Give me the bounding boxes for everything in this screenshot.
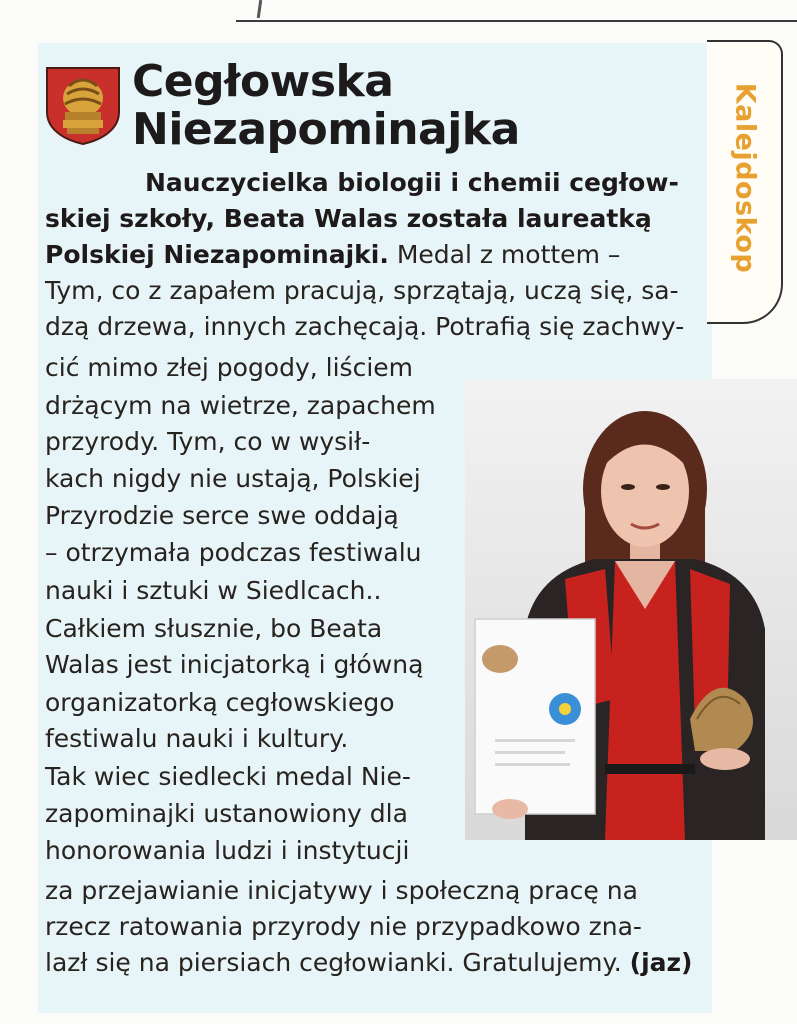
body-line-11: Walas jest inicjatorką i główną	[45, 650, 424, 679]
body-line-1: Tym, co z zapałem pracują, sprzątają, uczą się, sa-	[45, 276, 679, 305]
title-line-1: Cegłowska	[132, 56, 394, 107]
body-line-5: przyrody. Tym, co w wysił-	[45, 427, 371, 456]
body-line-19	[45, 946, 692, 980]
body-line-17: za przejawianie inicjatywy i społeczną pracę na	[45, 876, 638, 905]
lead-line-1: Nauczycielka biologii i chemii cegłow-	[145, 168, 679, 197]
pen-mark	[257, 0, 262, 18]
body-line-2: dzą drzewa, innych zachęcają. Potrafią się zachwy-	[45, 312, 685, 341]
body-line-14: Tak wiec siedlecki medal Nie-	[45, 762, 411, 791]
lead-line-3	[45, 238, 620, 272]
lead-line-3-rest: Medal z mottem –	[396, 240, 621, 269]
title-line-2: Niezapominajka	[132, 104, 520, 155]
body-line-7: Przyrodzie serce swe oddają	[45, 501, 399, 530]
article-title	[132, 58, 520, 154]
coat-of-arms-icon	[43, 64, 123, 146]
body-line-8: – otrzymała podczas festiwalu	[45, 538, 422, 567]
body-line-15: zapominajki ustanowiony dla	[45, 799, 408, 828]
laureate-photo	[465, 379, 797, 840]
body-line-18: rzecz ratowania przyrody nie przypadkowo zna-	[45, 912, 642, 941]
body-line-3: cić mimo złej pogody, liściem	[45, 353, 414, 382]
body-line-4: drżącym na wietrze, zapachem	[45, 391, 436, 420]
lead-line-2: skiej szkoły, Beata Walas została laureatką	[45, 204, 652, 233]
body-line-12: organizatorką cegłowskiego	[45, 688, 395, 717]
body-line-16: honorowania ludzi i instytucji	[45, 836, 410, 865]
body-line-6: kach nigdy nie ustają, Polskiej	[45, 464, 421, 493]
body-line-9: nauki i sztuki w Siedlcach..	[45, 576, 382, 605]
top-rule	[236, 20, 797, 22]
lead-line-3-bold: Polskiej Niezapominajki.	[45, 240, 389, 269]
body-line-10: Całkiem słusznie, bo Beata	[45, 614, 383, 643]
section-label: Kalejdoskop	[729, 82, 761, 274]
body-line-13: festiwalu nauki i kultury.	[45, 724, 349, 753]
last-line-text: lazł się na piersiach cegłowianki. Gratulujemy.	[45, 948, 622, 977]
author-signature: (jaz)	[629, 948, 693, 977]
